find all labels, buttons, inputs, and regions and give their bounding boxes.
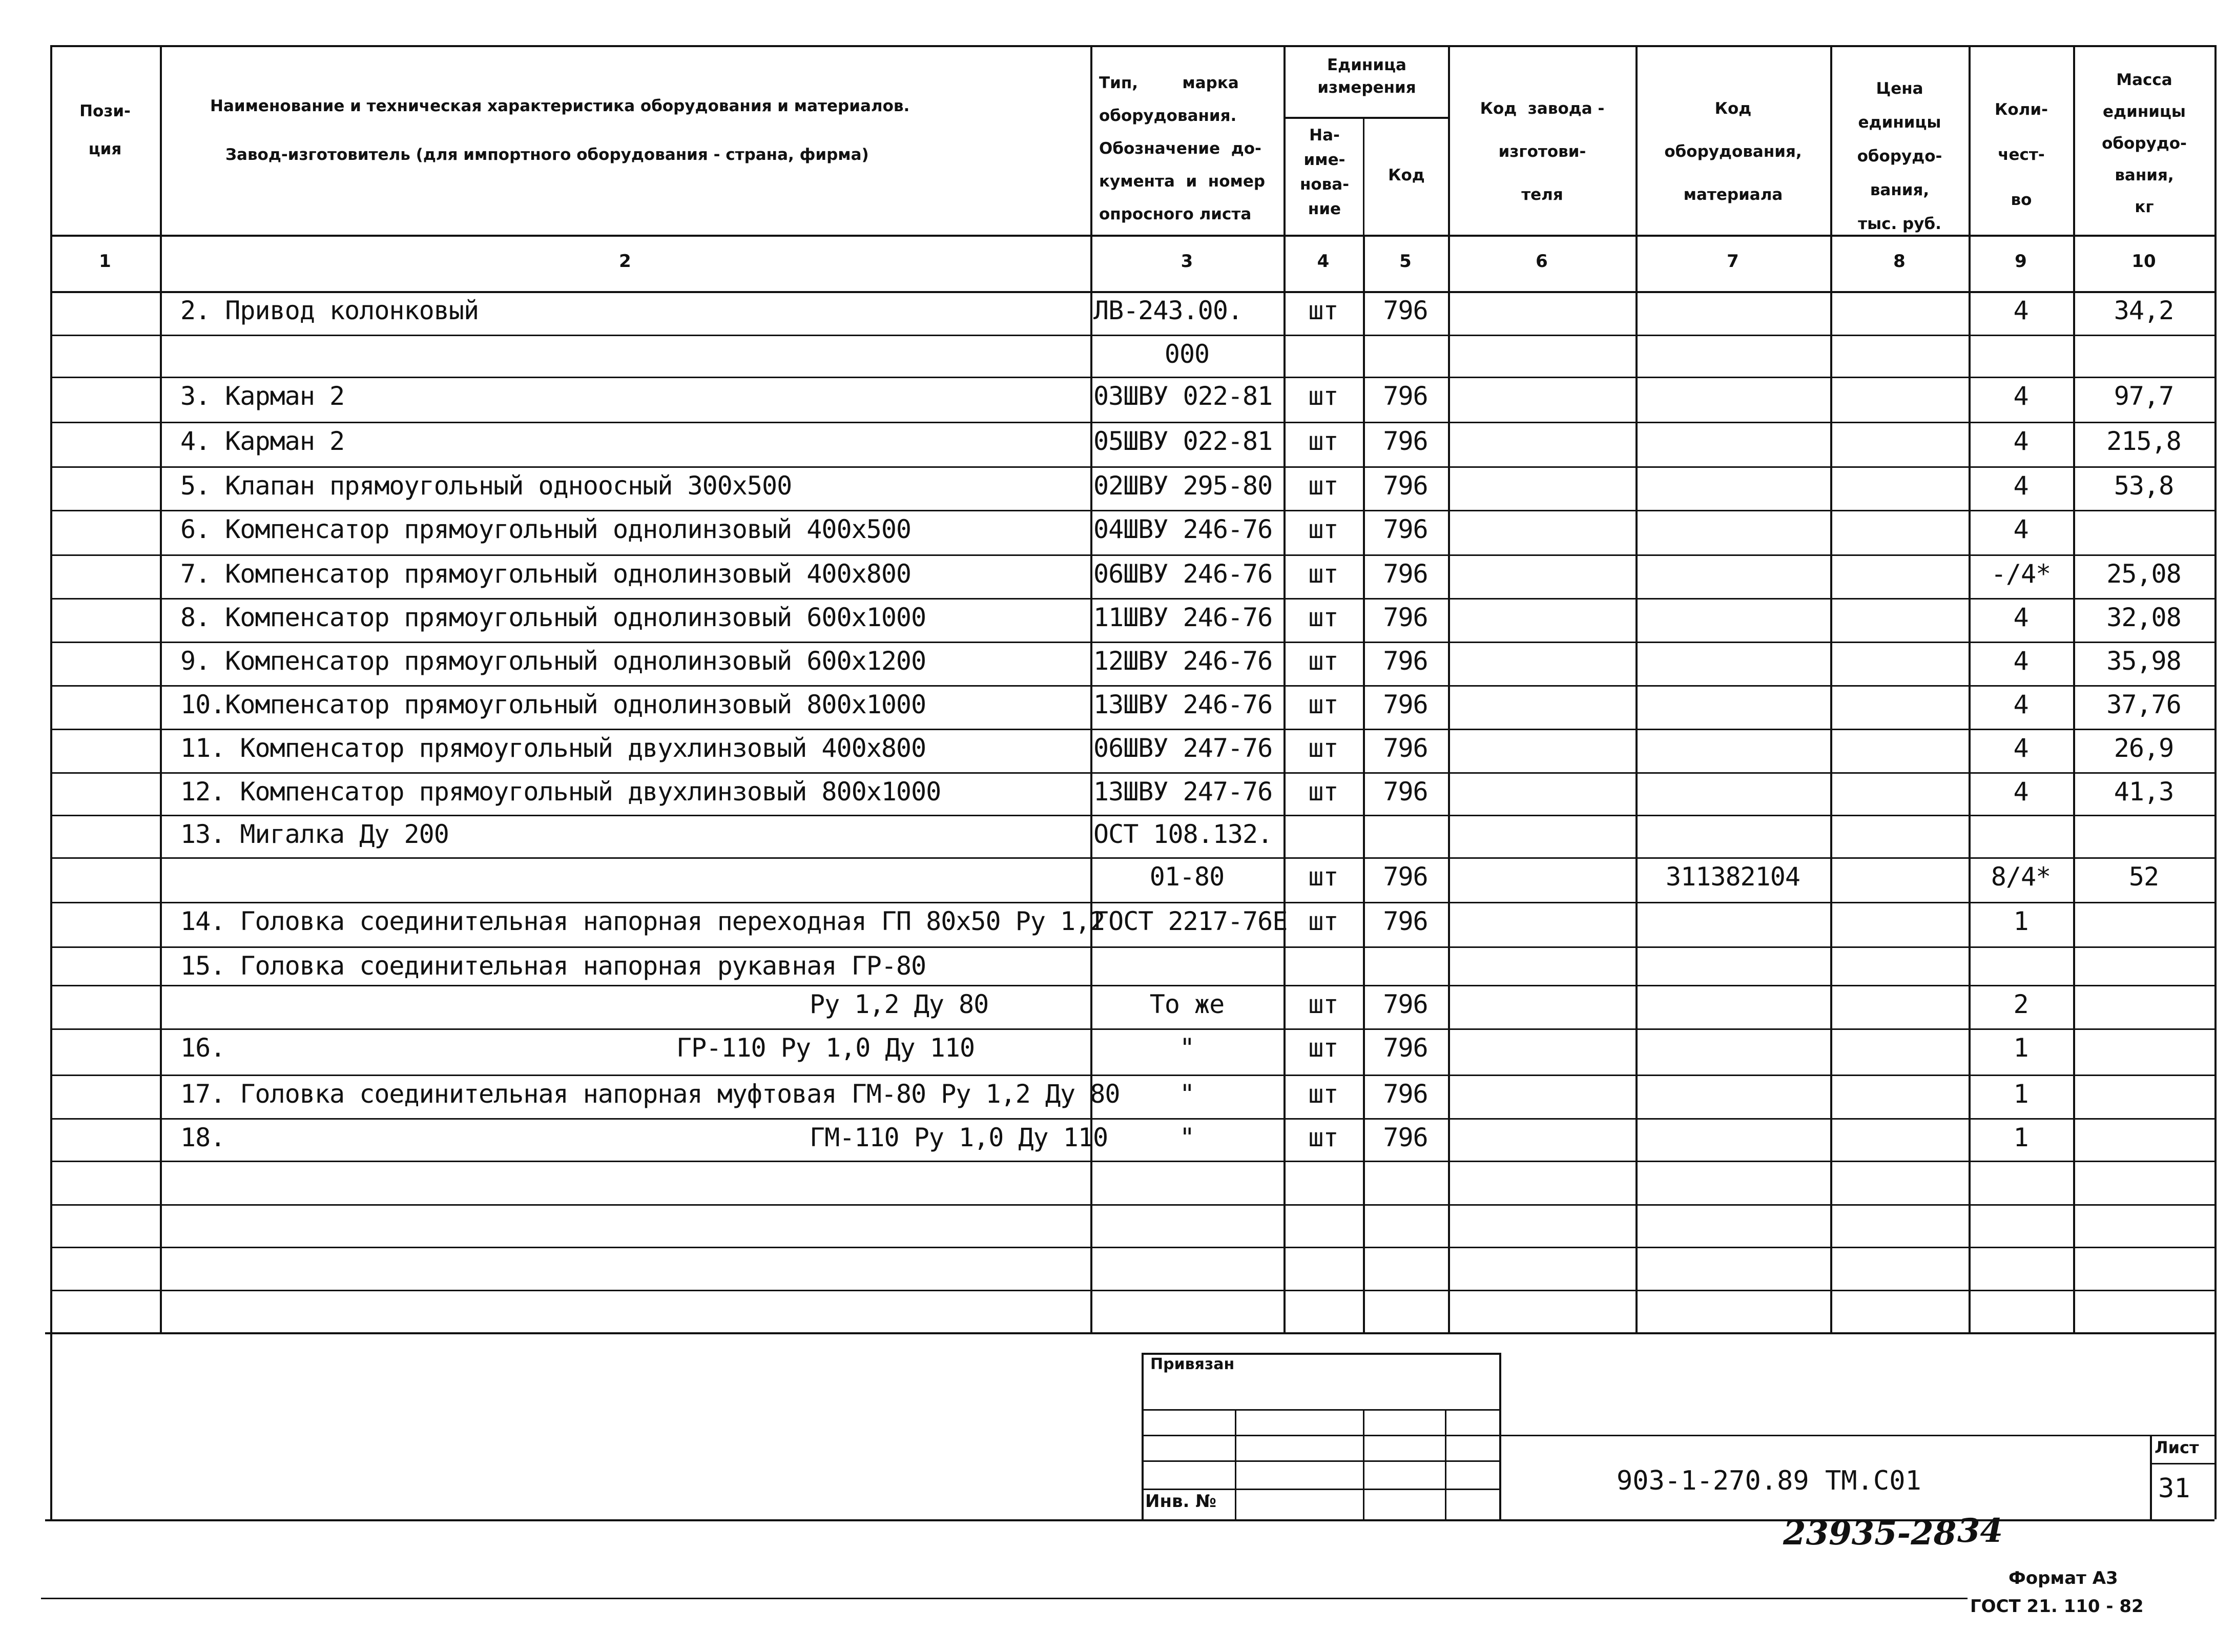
- row-name: 6. Компенсатор прямоугольный однолинзовый 400х500: [180, 514, 912, 544]
- row-name: 15. Головка соединительная напорная рукавная ГР-80: [180, 951, 926, 981]
- column-line: [1635, 45, 1638, 1332]
- header-qty: Коли- чест- во: [1995, 100, 2048, 209]
- row-qty: 4: [2013, 426, 2028, 456]
- row-mass: 32,08: [2106, 603, 2181, 632]
- column-number-9: 9: [2015, 251, 2027, 272]
- row-name: 5. Клапан прямоугольный одноосный 300х500: [180, 471, 792, 501]
- row-line: [50, 772, 2214, 774]
- column-line: [1283, 45, 1286, 1332]
- row-qty: 1: [2013, 1033, 2028, 1063]
- row-line: [50, 946, 2214, 948]
- row-line: [50, 335, 2214, 336]
- row-name-tail: ГМ-110 Ру 1,0 Ду 110: [810, 1123, 1108, 1152]
- row-code: 796: [1383, 989, 1428, 1019]
- row-mass: 37,76: [2106, 690, 2181, 719]
- row-qty: 4: [2013, 603, 2028, 632]
- stamp-row: [1142, 1460, 1500, 1462]
- row-unit: шт: [1308, 471, 1338, 501]
- row-doc: 01-80: [1149, 862, 1225, 892]
- row-unit: шт: [1308, 733, 1338, 763]
- column-line: [2214, 45, 2217, 1332]
- row-name: 14. Головка соединительная напорная переходная ГП 80х50 Ру 1,2: [180, 906, 1105, 936]
- row-line: [50, 377, 2214, 378]
- row-name: 4. Карман 2: [180, 426, 345, 456]
- row-qty: 1: [2013, 906, 2028, 936]
- stamp-inv: Инв. №: [1145, 1491, 1217, 1512]
- row-line: [50, 985, 2214, 986]
- row-line: [50, 902, 2214, 903]
- row-qty: 4: [2013, 690, 2028, 719]
- stamp-privyazan: Привязан: [1150, 1355, 1235, 1373]
- row-unit: шт: [1308, 1123, 1338, 1152]
- row-doc: 06ШВУ 247-76: [1093, 733, 1273, 763]
- page-bottom-rule: [41, 1598, 1968, 1599]
- column-number-5: 5: [1399, 251, 1412, 272]
- row-doc: 03ШВУ 022-81: [1093, 381, 1273, 411]
- stamp-col: [1445, 1409, 1446, 1519]
- sheet-left: [2150, 1435, 2152, 1519]
- row-mass: 52: [2128, 862, 2159, 892]
- row-unit: шт: [1308, 514, 1338, 544]
- row-code: 796: [1383, 1123, 1428, 1152]
- row-mass: 34,2: [2114, 296, 2174, 325]
- row-line: [50, 1161, 2214, 1162]
- row-qty: 4: [2013, 514, 2028, 544]
- row-qty: 4: [2013, 471, 2028, 501]
- row-unit: шт: [1308, 646, 1338, 676]
- gost-label: ГОСТ 21. 110 - 82: [1970, 1596, 2144, 1617]
- row-name: Ру 1,2 Ду 80: [810, 989, 989, 1019]
- header-name-line1: Наименование и техническая характеристика оборудования и материалов.: [210, 97, 910, 115]
- row-qty: 2: [2013, 989, 2028, 1019]
- row-line: [50, 466, 2214, 468]
- row-unit: шт: [1308, 862, 1338, 892]
- row-code: 796: [1383, 690, 1428, 719]
- row-doc: 13ШВУ 246-76: [1093, 690, 1273, 719]
- column-line: [1448, 45, 1450, 1332]
- header-name-line2: Завод-изготовитель (для импортного оборудования - страна, фирма): [225, 146, 869, 164]
- row-unit: шт: [1308, 559, 1338, 589]
- column-line: [1969, 45, 1971, 1332]
- stamp-row: [1142, 1409, 1500, 1411]
- stamp-top: [1142, 1353, 1500, 1355]
- column-line: [50, 45, 52, 1332]
- row-unit: шт: [1308, 989, 1338, 1019]
- row-qty: 4: [2013, 381, 2028, 411]
- row-qty: 4: [2013, 646, 2028, 676]
- row-code: 796: [1383, 1079, 1428, 1109]
- row-unit: шт: [1308, 603, 1338, 632]
- header-unit-group: Единица измерения: [1317, 56, 1416, 97]
- row-qty: 1: [2013, 1079, 2028, 1109]
- row-name: 2. Привод колонковый: [180, 296, 479, 325]
- row-doc: ОСТ 108.132.: [1093, 819, 1273, 849]
- header-plant-code: Код завода - изготови- теля: [1480, 99, 1605, 204]
- frame-left: [50, 1332, 52, 1519]
- row-mass: 41,3: [2114, 777, 2174, 807]
- row-doc: 05ШВУ 022-81: [1093, 426, 1273, 456]
- archive-page: 34: [1957, 1512, 2003, 1550]
- row-doc: ": [1179, 1123, 1195, 1152]
- header-unit-code: Код: [1388, 166, 1425, 184]
- sheet-divider: [2150, 1463, 2214, 1464]
- row-qty: 4: [2013, 296, 2028, 325]
- row-name: 18.: [180, 1123, 225, 1152]
- column-line: [1363, 235, 1365, 1332]
- row-unit: шт: [1308, 1079, 1338, 1109]
- row-line: [50, 1118, 2214, 1120]
- row-mass: 26,9: [2114, 733, 2174, 763]
- column-number-4: 4: [1317, 251, 1330, 272]
- header-bottom: [50, 235, 2214, 237]
- row-name: 9. Компенсатор прямоугольный однолинзовый 600х1200: [180, 646, 926, 676]
- column-number-1: 1: [99, 251, 111, 272]
- table-bottom: [45, 1332, 2214, 1334]
- row-doc: 06ШВУ 246-76: [1093, 559, 1273, 589]
- row-doc: ": [1179, 1079, 1195, 1109]
- row-unit: шт: [1308, 381, 1338, 411]
- row-mass: 53,8: [2114, 471, 2174, 501]
- frame-right: [2214, 1332, 2217, 1519]
- stamp-designation: 903-1-270.89 ТМ.С01: [1617, 1465, 1921, 1496]
- column-number-7: 7: [1727, 251, 1739, 272]
- row-name: 16.: [180, 1033, 225, 1063]
- header-price: Цена единицы оборудо- вания, тыс. руб.: [1857, 79, 1942, 233]
- row-code: 796: [1383, 906, 1428, 936]
- column-number-3: 3: [1181, 251, 1193, 272]
- column-line: [1830, 45, 1832, 1332]
- row-line: [50, 422, 2214, 423]
- row-code: 796: [1383, 426, 1428, 456]
- header-position: [51, 92, 159, 168]
- row-doc: 13ШВУ 247-76: [1093, 777, 1273, 807]
- stamp-sheet-number: 31: [2158, 1473, 2190, 1504]
- row-code: 796: [1383, 471, 1428, 501]
- stamp-row: [1142, 1489, 1500, 1490]
- row-code: 796: [1383, 603, 1428, 632]
- row-name: 3. Карман 2: [180, 381, 345, 411]
- row-unit: шт: [1308, 1033, 1338, 1063]
- row-name-tail: ГР-110 Ру 1,0 Ду 110: [676, 1033, 975, 1063]
- row-mass: 25,08: [2106, 559, 2181, 589]
- header-unit-name: На- име- нова- ние: [1299, 126, 1350, 218]
- row-line: [50, 729, 2214, 730]
- column-number-10: 10: [2131, 251, 2156, 272]
- frame-bottom: [45, 1519, 2214, 1521]
- row-code: 796: [1383, 514, 1428, 544]
- row-code: 796: [1383, 559, 1428, 589]
- row-doc: ЛВ-243.00.: [1093, 296, 1243, 325]
- row-doc: 11ШВУ 246-76: [1093, 603, 1273, 632]
- row-equip: 311382104: [1666, 862, 1800, 892]
- row-line: [50, 1247, 2214, 1248]
- row-code: 796: [1383, 862, 1428, 892]
- format-label: Формат А3: [2009, 1568, 2118, 1588]
- row-mass: 97,7: [2114, 381, 2174, 411]
- row-code: 796: [1383, 646, 1428, 676]
- row-doc: 12ШВУ 246-76: [1093, 646, 1273, 676]
- title-top: [1499, 1435, 2214, 1436]
- row-line: [50, 857, 2214, 859]
- row-unit: шт: [1308, 426, 1338, 456]
- row-doc: То же: [1149, 989, 1225, 1019]
- stamp-sheet-label: Лист: [2155, 1438, 2199, 1457]
- row-doc: ": [1179, 1033, 1195, 1063]
- row-line: [50, 510, 2214, 511]
- row-qty: 4: [2013, 777, 2028, 807]
- row-name: 10.Компенсатор прямоугольный однолинзовый 800х1000: [180, 690, 926, 719]
- row-qty: 4: [2013, 733, 2028, 763]
- archive-number: 23935-28: [1783, 1514, 1957, 1553]
- row-line: [50, 685, 2214, 687]
- unit-group-divider: [1283, 117, 1448, 119]
- row-line: [50, 598, 2214, 600]
- header-mass: Масса единицы оборудо- вания, кг: [2102, 71, 2187, 216]
- row-line: [50, 815, 2214, 816]
- frame-top: [50, 45, 2214, 47]
- stamp-row: [1142, 1435, 1500, 1436]
- column-line: [2073, 45, 2075, 1332]
- row-unit: шт: [1308, 906, 1338, 936]
- row-code: 796: [1383, 777, 1428, 807]
- row-unit: шт: [1308, 296, 1338, 325]
- header-equip-code: Код оборудования, материала: [1664, 99, 1802, 204]
- row-line: [50, 1290, 2214, 1291]
- row-name: 8. Компенсатор прямоугольный однолинзовый 600х1000: [180, 603, 926, 632]
- row-line: [50, 1204, 2214, 1206]
- row-code: 796: [1383, 733, 1428, 763]
- row-mass: 35,98: [2106, 646, 2181, 676]
- row-doc: 04ШВУ 246-76: [1093, 514, 1273, 544]
- row-code: 796: [1383, 381, 1428, 411]
- row-name: 12. Компенсатор прямоугольный двухлинзовый 800х1000: [180, 777, 941, 807]
- row-unit: шт: [1308, 777, 1338, 807]
- row-doc: 02ШВУ 295-80: [1093, 471, 1273, 501]
- row-line: [50, 642, 2214, 643]
- column-line: [160, 45, 162, 1332]
- column-line: [1090, 45, 1092, 1332]
- header-position-text: Пози- ция: [79, 102, 131, 158]
- row-qty: 8/4*: [1991, 862, 2051, 892]
- column-numbers-bottom: [50, 291, 2214, 293]
- row-name: 17. Головка соединительная напорная муфтовая ГМ-80 Ру 1,2 Ду 80: [180, 1079, 1120, 1109]
- column-number-6: 6: [1536, 251, 1548, 272]
- row-code: 796: [1383, 1033, 1428, 1063]
- row-unit: шт: [1308, 690, 1338, 719]
- row-line: [50, 1028, 2214, 1030]
- row-qty: -/4*: [1991, 559, 2051, 589]
- column-number-2: 2: [619, 251, 631, 272]
- row-name: 11. Компенсатор прямоугольный двухлинзовый 400х800: [180, 733, 926, 763]
- row-code: 796: [1383, 296, 1428, 325]
- unit-sub-divider: [1363, 117, 1364, 235]
- row-name: 13. Мигалка Ду 200: [180, 819, 449, 849]
- row-qty: 1: [2013, 1123, 2028, 1152]
- stamp-col: [1235, 1409, 1236, 1519]
- row-doc: 000: [1164, 339, 1210, 369]
- row-line: [50, 1075, 2214, 1076]
- row-name: 7. Компенсатор прямоугольный однолинзовый 400х800: [180, 559, 912, 589]
- stamp-col: [1363, 1409, 1364, 1519]
- column-number-8: 8: [1893, 251, 1906, 272]
- row-doc: ГОСТ 2217-76Е: [1093, 906, 1288, 936]
- header-doc: Тип, марка оборудования. Обозначение до- кумента и номер опросного листа: [1099, 74, 1266, 223]
- row-mass: 215,8: [2106, 426, 2181, 456]
- row-line: [50, 554, 2214, 556]
